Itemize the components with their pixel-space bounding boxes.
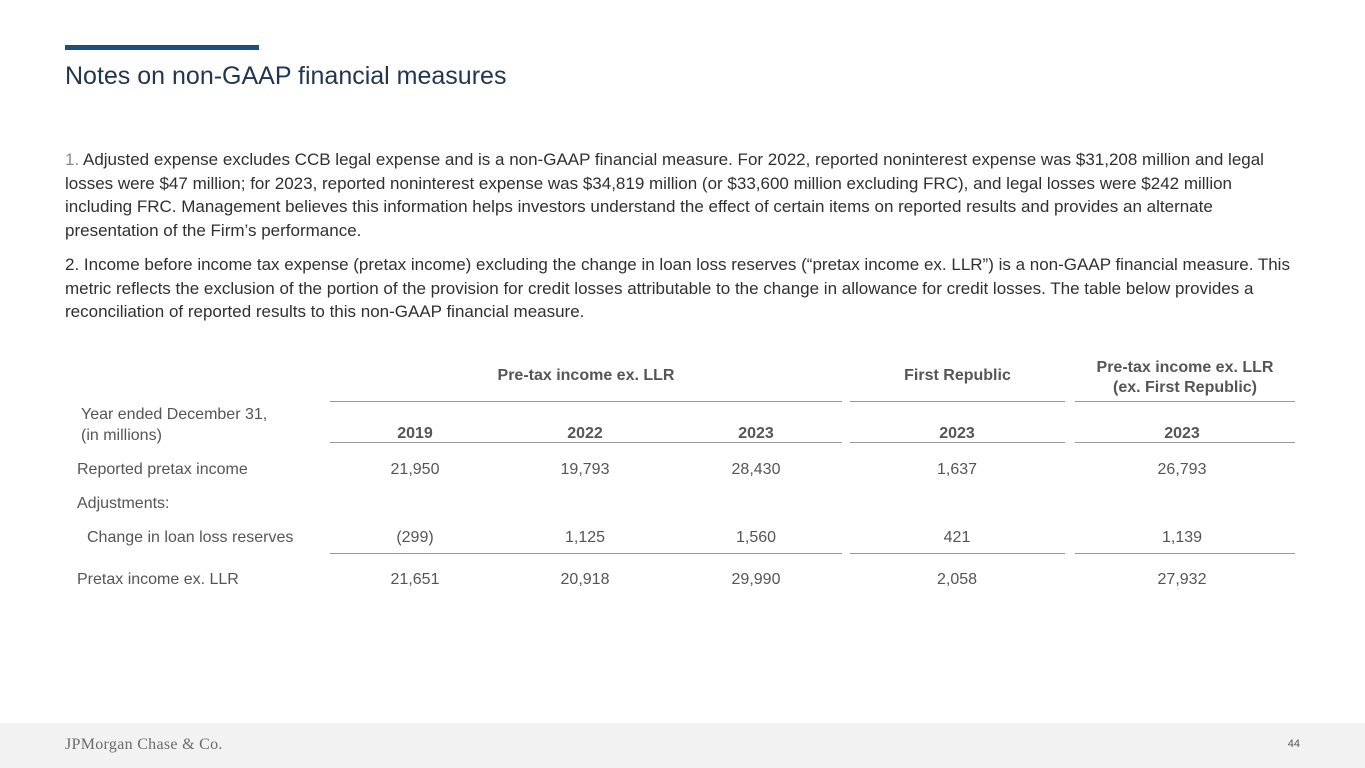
note-2-text: Income before income tax expense (pretax income) excluding the change in loan loss reserves (“pretax income ex. LLR”) is a non-GAAP financial measure. This metric reflects the exclusion of the portion of the provision for credit losses attributable to the change in allowance for credit losses. The table below provides a reconciliation of reported results to this non-GAAP financial measure. — [65, 255, 1290, 321]
table-cell: 21,950 — [390, 461, 440, 478]
note-2 — [65, 253, 1295, 324]
row-header-line2: (in millions) — [81, 427, 162, 444]
page-number: 44 — [1287, 738, 1300, 750]
note-1-text: Adjusted expense excludes CCB legal expense and is a non-GAAP financial measure. For 2022, reported noninterest expense was $31,208 million and legal losses were $47 million; for 2023, reported noninterest expense was $34,819 million (or $33,600 million excluding FRC), and legal losses were $242 million including FRC. Management believes this information helps investors understand the effect of certain items on reported results and provides an alternate presentation of the Firm’s performance. — [65, 150, 1264, 240]
table-cell: 19,793 — [560, 461, 610, 478]
row-label-change-in-llr: Change in loan loss reserves — [87, 529, 294, 546]
reconciliation-table — [65, 355, 1295, 600]
header-rule-ex-first-republic — [1075, 442, 1295, 443]
table-cell: 2,058 — [936, 571, 978, 588]
table-cell: 421 — [943, 529, 971, 546]
table-cell: 1,125 — [564, 529, 606, 546]
table-cell: 1,560 — [735, 529, 777, 546]
jpmorgan-chase-logo: JPMorgan Chase & Co. — [65, 736, 223, 753]
title-accent-bar — [65, 45, 259, 50]
group-header-pretax: Pre-tax income ex. LLR — [497, 367, 675, 384]
year-header-2022: 2022 — [567, 425, 603, 442]
ex-fr-line2: (ex. First Republic) — [1112, 379, 1258, 396]
year-header-2019: 2019 — [397, 425, 433, 442]
year-header-fr-2023: 2023 — [939, 425, 975, 442]
group-rule-ex-first-republic — [1075, 401, 1295, 402]
note-2-number: 2. — [65, 255, 80, 274]
table-cell: 1,637 — [936, 461, 978, 478]
table-cell: 20,918 — [560, 571, 610, 588]
notes-section — [65, 148, 1295, 335]
group-rule-first-republic — [850, 401, 1065, 402]
header-rule-pretax — [330, 442, 842, 443]
row-header — [81, 404, 267, 446]
subtotal-rule-ex-first-republic — [1075, 553, 1295, 554]
table-cell: 1,139 — [1161, 529, 1203, 546]
row-label-adjustments: Adjustments: — [77, 495, 170, 512]
table-cell: 29,990 — [731, 571, 781, 588]
page-title: Notes on non-GAAP financial measures — [65, 62, 507, 90]
ex-fr-line1: Pre-tax income ex. LLR — [1096, 359, 1274, 376]
subtotal-rule-pretax — [330, 553, 842, 554]
table-cell: 27,932 — [1157, 571, 1207, 588]
year-header-2023: 2023 — [738, 425, 774, 442]
row-label-pretax-income-ex-llr: Pretax income ex. LLR — [77, 571, 239, 588]
row-header-line1: Year ended December 31, — [81, 406, 268, 423]
year-header-ex-fr-2023: 2023 — [1164, 425, 1200, 442]
footer — [0, 723, 1365, 768]
group-rule-pretax — [330, 401, 842, 402]
group-header-first-republic: First Republic — [904, 367, 1011, 384]
table-cell: 26,793 — [1157, 461, 1207, 478]
table-cell: (299) — [396, 529, 434, 546]
header-rule-first-republic — [850, 442, 1065, 443]
subtotal-rule-first-republic — [850, 553, 1065, 554]
note-1-number: 1. — [65, 150, 80, 169]
table-cell: 21,651 — [390, 571, 440, 588]
table-cell: 28,430 — [731, 461, 781, 478]
row-label-reported-pretax-income: Reported pretax income — [77, 461, 248, 478]
group-header-ex-first-republic — [1075, 358, 1295, 398]
note-1 — [65, 148, 1295, 242]
